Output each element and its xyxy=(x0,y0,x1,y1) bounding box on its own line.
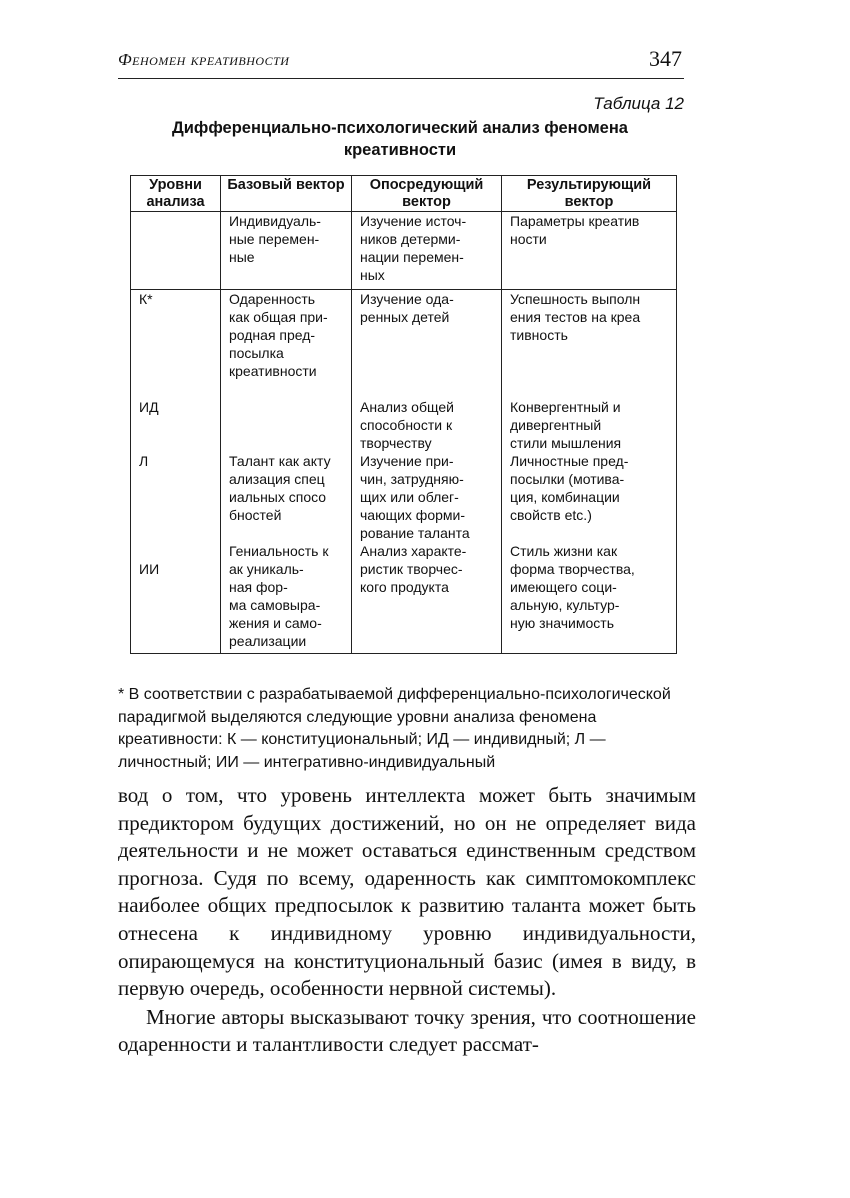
table-row xyxy=(131,398,677,452)
table-row xyxy=(131,212,677,290)
resulting-cell: Параметры креатив ности xyxy=(502,212,677,290)
column-header-levels: Уровни анализа xyxy=(131,176,221,212)
table-row xyxy=(131,452,677,542)
base-cell: Индивидуаль- ные перемен- ные xyxy=(221,212,352,290)
level-cell xyxy=(131,212,221,290)
base-cell: Талант как акту ализация спец иальных спосо бностей xyxy=(221,452,352,542)
mediating-cell: Анализ общей способности к творчеству xyxy=(352,398,502,452)
mediating-cell: Изучение источ- ников детерми- нации перемен- ных xyxy=(352,212,502,290)
mediating-cell: Изучение ода- ренных детей xyxy=(352,290,502,398)
mediating-cell: Анализ характе- ристик творчес- кого продукта xyxy=(352,542,502,654)
base-cell: Одаренность как общая при- родная пред- посылка креативности xyxy=(221,290,352,398)
resulting-cell: Стиль жизни как форма творчества, имеющего соци- альную, культур- ную значимость xyxy=(502,542,677,654)
resulting-cell: Личностные пред- посылки (мотива- ция, комбинации свойств etc.) xyxy=(502,452,677,542)
paragraph: вод о том, что уровень интеллекта может быть значимым предиктором будущих достижений, но он не определяет вида деятельности и не может оставаться единственным средством прогноза. Судя по всему, одаренность как симптомокомплекс наиболее общих предпосылок к развитию таланта может быть отнесена к индивидному уровню индивидуальности, опирающемуся на конституциональный базис (имея в виду, в первую очередь, особенности нервной системы). xyxy=(118,783,696,1001)
mediating-cell: Изучение при- чин, затрудняю- щих или облег- чающих форми- рование таланта xyxy=(352,452,502,542)
resulting-cell: Конвергентный и дивергентный стили мышления xyxy=(502,398,677,452)
level-cell: Л xyxy=(131,452,221,542)
level-cell: ИД xyxy=(131,398,221,452)
base-cell xyxy=(221,398,352,452)
level-cell: К* xyxy=(131,290,221,398)
analysis-table xyxy=(130,175,677,654)
running-title: Феномен креативности xyxy=(118,50,290,69)
column-header-mediating: Опосредующий вектор xyxy=(352,176,502,212)
table-footnote: * В соответствии с разрабатываемой дифференциально-психологической парадигмой выделяются следующие уровни анализа феномена креативности: К — конституциональный; ИД — индивидный; Л — личностный; ИИ — интегративно-индивидуальный xyxy=(118,686,671,771)
page-header xyxy=(118,46,684,79)
column-header-base: Базовый вектор xyxy=(221,176,352,212)
resulting-cell: Успешность выполн ения тестов на креа тивность xyxy=(502,290,677,398)
column-header-resulting: Результирующий вектор xyxy=(502,176,677,212)
base-cell: Гениальность к ак уникаль- ная фор- ма самовыра- жения и само- реализации xyxy=(221,542,352,654)
table-header-row xyxy=(131,176,677,212)
page-number: 347 xyxy=(649,46,682,71)
table-caption: Дифференциально-психологический анализ феномена креативности xyxy=(172,119,628,159)
body-text xyxy=(118,782,696,1059)
paragraph: Многие авторы высказывают точку зрения, что соотношение одаренности и талантливости следует рассмат- xyxy=(118,1004,696,1057)
table-number: Таблица 12 xyxy=(593,94,684,113)
table-row xyxy=(131,290,677,398)
table-row xyxy=(131,542,677,654)
level-cell: ИИ xyxy=(131,542,221,654)
